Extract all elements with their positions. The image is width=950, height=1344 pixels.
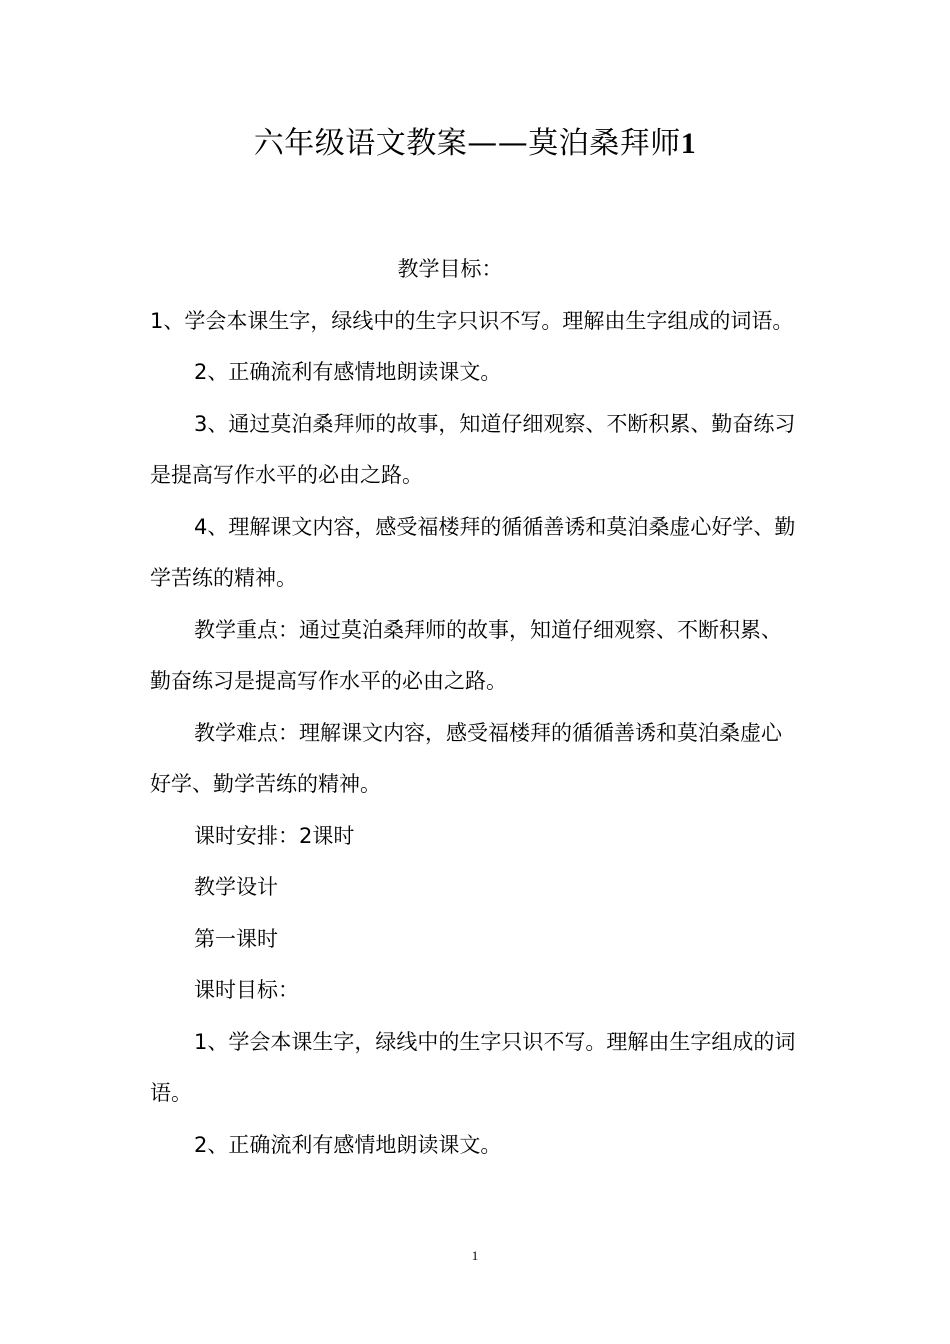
paragraph-objective-3: 3、通过莫泊桑拜师的故事，知道仔细观察、不断积累、勤奋练习是提高写作水平的必由之路。: [150, 411, 796, 487]
paragraph-objective-2: 2、正确流利有感情地朗读课文。: [194, 360, 502, 384]
objectives-heading: 教学目标：: [397, 257, 503, 281]
title-number: 1: [680, 127, 697, 160]
page-number: 1: [471, 1248, 479, 1263]
document-body: [150, 244, 800, 1171]
paragraph-lesson-objective-2: 2、正确流利有感情地朗读课文。: [194, 1132, 502, 1157]
paragraph-objective-4: 4、理解课文内容，感受福楼拜的循循善诱和莫泊桑虚心好学、勤学苦练的精神。: [150, 514, 796, 590]
document-title: [0, 122, 950, 166]
paragraph-design: 教学设计: [194, 875, 278, 899]
paragraph-key-point: 教学重点：通过莫泊桑拜师的故事，知道仔细观察、不断积累、勤奋练习是提高写作水平的必由之路。: [150, 617, 782, 693]
paragraph-lesson-objectives: 课时目标：: [194, 978, 299, 1002]
paragraph-first-lesson: 第一课时: [194, 926, 278, 951]
title-text: 六年级语文教案——莫泊桑拜师: [253, 126, 681, 161]
paragraph-difficulty: 教学难点：理解课文内容，感受福楼拜的循循善诱和莫泊桑虚心好学、勤学苦练的精神。: [150, 720, 782, 796]
paragraph-objective-1: 1、学会本课生字，绿线中的生字只识不写。理解由生字组成的词语。: [150, 308, 794, 333]
paragraph-schedule: 课时安排：2课时: [194, 823, 355, 848]
paragraph-lesson-objective-1: 1、学会本课生字，绿线中的生字只识不写。理解由生字组成的词语。: [150, 1029, 796, 1105]
